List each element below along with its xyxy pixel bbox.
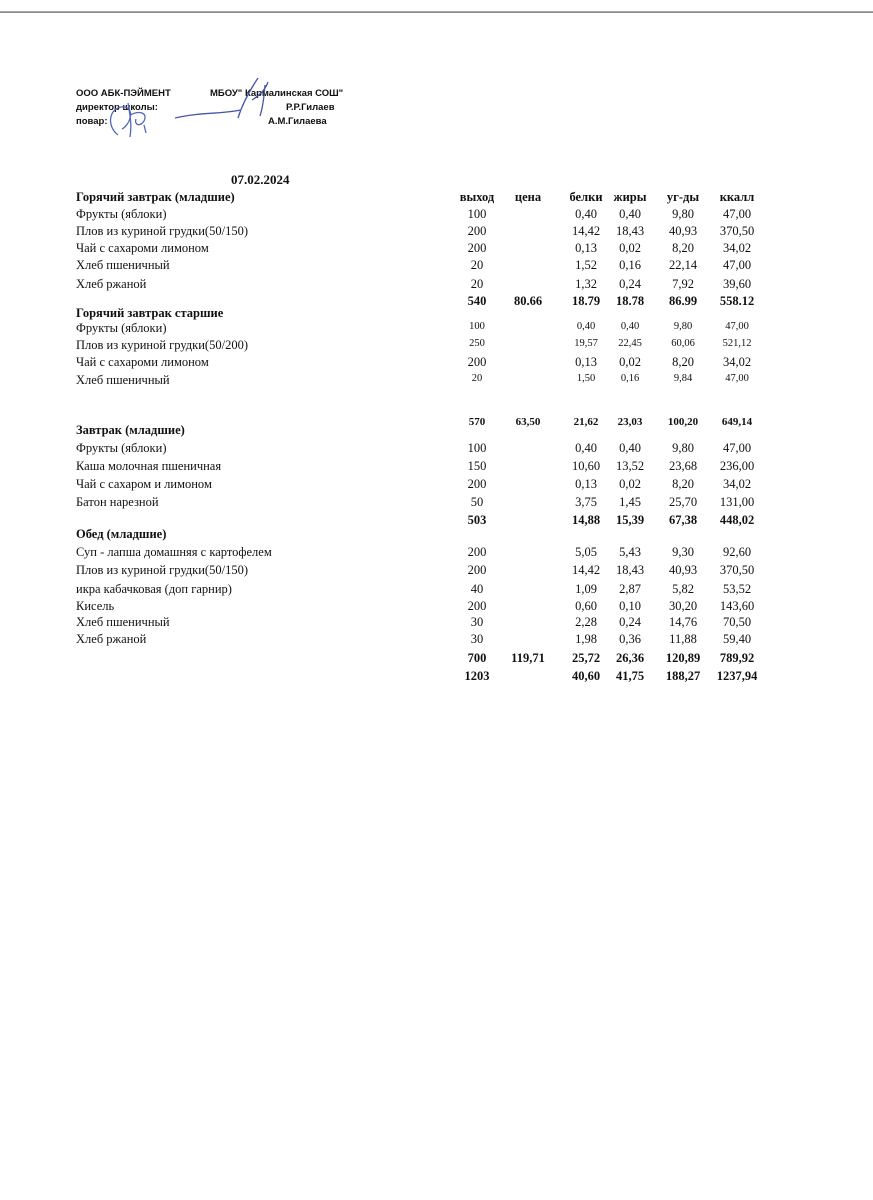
school-name: МБОУ" Кармалинская СОШ" (210, 88, 344, 99)
portion-value: 20 (470, 258, 484, 272)
carbs-value: 8,20 (672, 241, 694, 255)
carbs-value: 9,84 (673, 373, 693, 384)
portion-value: 100 (467, 441, 487, 455)
dish-name: Чай с сахароми лимоном (76, 241, 209, 255)
scan-edge-line (0, 11, 873, 13)
table-row (0, 495, 873, 512)
fat-value: 0,02 (619, 477, 641, 491)
portion-value: 20 (471, 373, 483, 384)
dish-name: Плов из куриной грудки(50/150) (76, 563, 248, 577)
protein-value: 21,62 (573, 416, 599, 428)
section-title: Обед (младшие) (76, 527, 167, 541)
carbs-value: 9,80 (673, 321, 693, 332)
fat-value: 18,43 (615, 563, 645, 577)
carbs-value: 120,89 (665, 651, 701, 665)
carbs-value: 5,82 (672, 582, 694, 596)
kcal-value: 47,00 (722, 207, 752, 221)
portion-value: 200 (467, 563, 487, 577)
table-row (0, 373, 873, 390)
dish-name: Плов из куриной грудки(50/200) (76, 338, 248, 352)
dish-name: Хлеб ржаной (76, 632, 147, 646)
fat-value: 0,02 (619, 355, 641, 369)
protein-value: 1,52 (575, 258, 597, 272)
kcal-value: 92,60 (722, 545, 752, 559)
table-row (0, 582, 873, 599)
dish-name: Хлеб ржаной (76, 277, 147, 291)
table-row (0, 441, 873, 458)
director-signature (170, 70, 280, 125)
carbs-value: 40,93 (668, 563, 698, 577)
dish-name: Каша молочная пшеничная (76, 459, 222, 473)
dish-name: Плов из куриной грудки(50/150) (76, 224, 248, 238)
dish-name: Батон нарезной (76, 495, 159, 509)
price-value: 119,71 (511, 651, 545, 665)
table-row (0, 338, 873, 355)
portion-value: 30 (470, 615, 484, 629)
table-row (0, 615, 873, 632)
table-row (0, 241, 873, 258)
kcal-value: 558.12 (719, 294, 755, 308)
fat-value: 0,02 (619, 241, 641, 255)
table-row (0, 459, 873, 476)
carbs-value: 40,93 (668, 224, 698, 238)
protein-value: 2,28 (575, 615, 597, 629)
kcal-value: 34,02 (722, 477, 752, 491)
table-row (0, 224, 873, 241)
kcal-value: 649,14 (721, 416, 753, 428)
fat-value: 18,43 (615, 224, 645, 238)
portion-value: 200 (467, 599, 487, 613)
carbs-value: 8,20 (672, 477, 694, 491)
kcal-value: 34,02 (722, 355, 752, 369)
carbs-value: 9,80 (672, 441, 694, 455)
director-name: Р.Р.Гилаев (286, 102, 335, 113)
portion-value: 200 (467, 241, 487, 255)
table-row (0, 563, 873, 580)
table-row (0, 207, 873, 224)
portion-value: 540 (467, 294, 487, 308)
cook-signature (100, 95, 160, 145)
carbs-value: 14,76 (668, 615, 698, 629)
protein-value: 1,50 (576, 373, 596, 384)
protein-value: 0,13 (575, 477, 597, 491)
fat-value: 23,03 (617, 416, 643, 428)
dish-name: Фрукты (яблоки) (76, 441, 167, 455)
portion-value: 20 (470, 277, 484, 291)
dish-name: Чай с сахароми лимоном (76, 355, 209, 369)
kcal-value: 47,00 (725, 373, 749, 384)
carbs-value: 86.99 (668, 294, 698, 308)
cook-name: А.М.Гилаева (268, 116, 327, 127)
protein-value: 5,05 (575, 545, 597, 559)
portion-value: 700 (467, 651, 487, 665)
fat-value: 26,36 (615, 651, 645, 665)
kcal-value: 370,50 (719, 563, 755, 577)
column-header: белки (569, 190, 603, 204)
fat-value: 5,43 (619, 545, 641, 559)
company-name: ООО АБК-ПЭЙМЕНТ (76, 88, 171, 99)
protein-value: 40,60 (571, 669, 601, 683)
portion-value: 570 (468, 416, 486, 428)
kcal-value: 39,60 (722, 277, 752, 291)
table-row (0, 355, 873, 372)
fat-value: 41,75 (615, 669, 645, 683)
dish-name: Хлеб пшеничный (76, 373, 170, 387)
director-label: директор школы: (76, 102, 158, 113)
table-row (0, 545, 873, 562)
section-title: Горячий завтрак старшие (76, 306, 224, 320)
protein-value: 14,42 (571, 224, 601, 238)
table-row (0, 632, 873, 649)
carbs-value: 22,14 (668, 258, 698, 272)
protein-value: 14,42 (571, 563, 601, 577)
portion-value: 50 (470, 495, 484, 509)
column-header: цена (514, 190, 542, 204)
portion-value: 200 (467, 477, 487, 491)
kcal-value: 131,00 (719, 495, 755, 509)
protein-value: 25,72 (571, 651, 601, 665)
kcal-value: 47,00 (722, 258, 752, 272)
dish-name: Хлеб пшеничный (76, 615, 170, 629)
protein-value: 1,98 (575, 632, 597, 646)
kcal-value: 47,00 (722, 441, 752, 455)
fat-value: 0,16 (619, 258, 641, 272)
fat-value: 0,36 (619, 632, 641, 646)
table-row (0, 599, 873, 616)
fat-value: 0,24 (619, 277, 641, 291)
table-row (0, 321, 873, 338)
carbs-value: 60,06 (671, 338, 695, 349)
portion-value: 200 (467, 224, 487, 238)
fat-value: 0,16 (620, 373, 640, 384)
kcal-value: 236,00 (719, 459, 755, 473)
kcal-value: 1237,94 (716, 669, 758, 683)
section-row (0, 527, 873, 544)
section-title: Горячий завтрак (младшие) (76, 190, 235, 204)
table-row (0, 477, 873, 494)
fat-value: 18.78 (615, 294, 645, 308)
fat-value: 0,40 (619, 207, 641, 221)
carbs-value: 25,70 (668, 495, 698, 509)
table-row (0, 277, 873, 294)
dish-name: Фрукты (яблоки) (76, 207, 167, 221)
portion-value: 100 (467, 207, 487, 221)
fat-value: 0,10 (619, 599, 641, 613)
section-title: Завтрак (младшие) (76, 423, 185, 437)
fat-value: 0,40 (620, 321, 640, 332)
fat-value: 22,45 (618, 338, 642, 349)
fat-value: 2,87 (619, 582, 641, 596)
portion-value: 40 (470, 582, 484, 596)
protein-value: 0,40 (575, 441, 597, 455)
carbs-value: 67,38 (668, 513, 698, 527)
carbs-value: 9,30 (672, 545, 694, 559)
portion-value: 150 (467, 459, 487, 473)
carbs-value: 30,20 (668, 599, 698, 613)
kcal-value: 53,52 (722, 582, 752, 596)
price-value: 63,50 (515, 416, 541, 428)
table-row (0, 258, 873, 275)
portion-value: 30 (470, 632, 484, 646)
portion-value: 1203 (464, 669, 490, 683)
fat-value: 13,52 (615, 459, 645, 473)
portion-value: 200 (467, 355, 487, 369)
protein-value: 1,09 (575, 582, 597, 596)
fat-value: 15,39 (615, 513, 645, 527)
kcal-value: 59,40 (722, 632, 752, 646)
fat-value: 0,24 (619, 615, 641, 629)
menu-date: 07.02.2024 (231, 172, 290, 187)
column-header: ккалл (719, 190, 755, 204)
fat-value: 1,45 (619, 495, 641, 509)
portion-value: 503 (467, 513, 487, 527)
dish-name: Кисель (76, 599, 115, 613)
kcal-value: 521,12 (722, 338, 752, 349)
carbs-value: 100,20 (667, 416, 699, 428)
dish-name: Фрукты (яблоки) (76, 321, 167, 335)
protein-value: 1,32 (575, 277, 597, 291)
cook-label: повар: (76, 116, 108, 127)
carbs-value: 188,27 (665, 669, 701, 683)
portion-value: 250 (469, 338, 485, 349)
portion-value: 200 (467, 545, 487, 559)
kcal-value: 47,00 (725, 321, 749, 332)
protein-value: 14,88 (571, 513, 601, 527)
section-row (0, 423, 873, 440)
dish-name: икра кабачковая (доп гарнир) (76, 582, 232, 596)
total-row (0, 669, 873, 686)
price-value: 80.66 (513, 294, 543, 308)
total-row (0, 651, 873, 668)
protein-value: 0,40 (576, 321, 596, 332)
column-header: уг-ды (666, 190, 700, 204)
kcal-value: 143,60 (719, 599, 755, 613)
protein-value: 0,40 (575, 207, 597, 221)
protein-value: 3,75 (575, 495, 597, 509)
carbs-value: 8,20 (672, 355, 694, 369)
section-row (0, 190, 873, 207)
carbs-value: 23,68 (668, 459, 698, 473)
protein-value: 10,60 (571, 459, 601, 473)
column-header: выход (459, 190, 495, 204)
protein-value: 0,13 (575, 355, 597, 369)
column-header: жиры (613, 190, 647, 204)
kcal-value: 448,02 (719, 513, 755, 527)
kcal-value: 789,92 (719, 651, 755, 665)
kcal-value: 34,02 (722, 241, 752, 255)
dish-name: Чай с сахаром и лимоном (76, 477, 212, 491)
carbs-value: 9,80 (672, 207, 694, 221)
protein-value: 0,13 (575, 241, 597, 255)
protein-value: 0,60 (575, 599, 597, 613)
kcal-value: 70,50 (722, 615, 752, 629)
protein-value: 18.79 (571, 294, 601, 308)
carbs-value: 11,88 (669, 632, 697, 646)
kcal-value: 370,50 (719, 224, 755, 238)
carbs-value: 7,92 (672, 277, 694, 291)
dish-name: Хлеб пшеничный (76, 258, 170, 272)
portion-value: 100 (469, 321, 485, 332)
dish-name: Суп - лапша домашняя с картофелем (76, 545, 272, 559)
fat-value: 0,40 (619, 441, 641, 455)
protein-value: 19,57 (574, 338, 598, 349)
